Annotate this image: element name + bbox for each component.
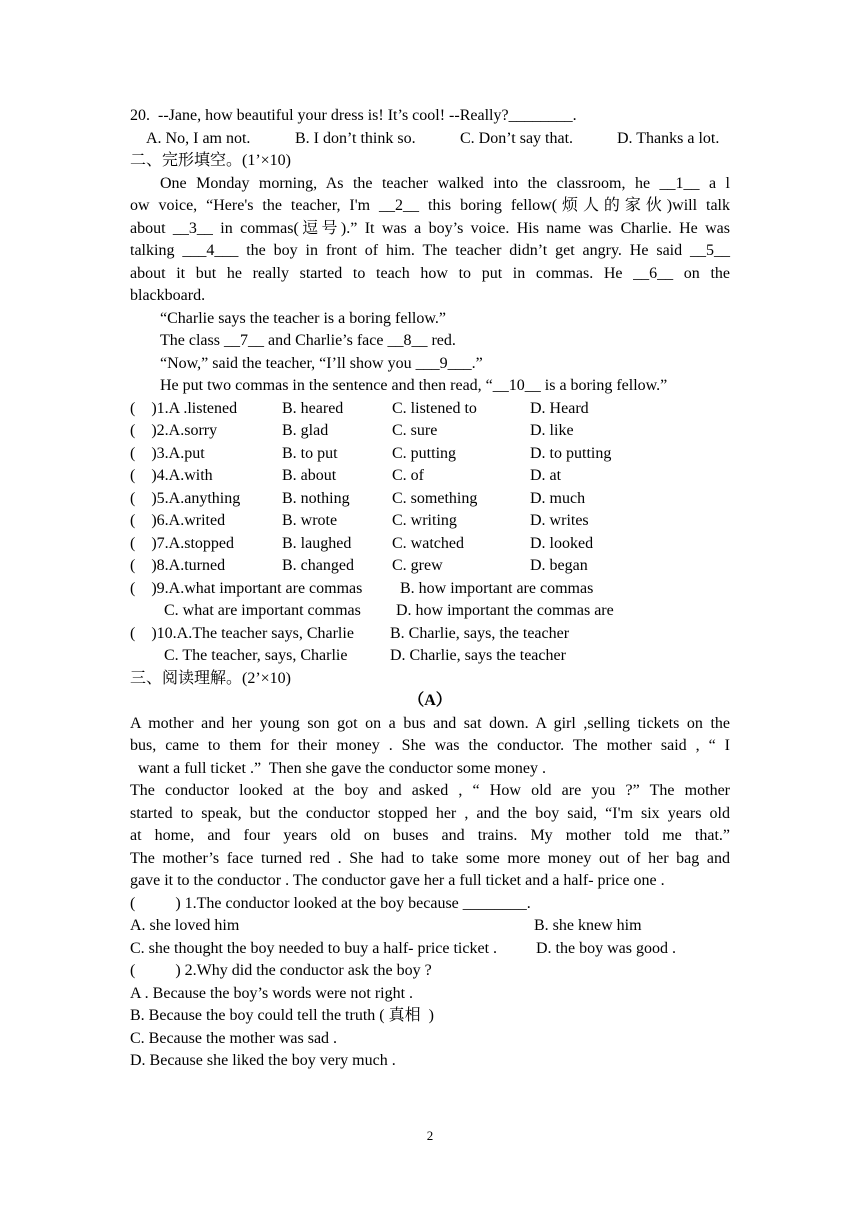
option-c: C. sure: [392, 422, 438, 439]
cloze-question-row: [130, 488, 730, 511]
option-b: B. heared: [282, 399, 344, 417]
option-a: ( )10.A.The teacher says, Charlie: [130, 624, 354, 642]
question-20-stem: 20. --Jane, how beautiful your dress is! It’s cool! --Really?________.: [130, 107, 577, 124]
option-d: D. how important the commas are: [396, 602, 614, 619]
option-c: C. writing: [392, 512, 457, 529]
cloze-question-row: [130, 420, 730, 443]
option-b: B. I don’t think so.: [295, 129, 416, 147]
reading-passage-line: bus, came to them for their money . She was the conductor. The mother said , “ I: [130, 737, 730, 754]
option-d: D. Because she liked the boy very much .: [130, 1052, 396, 1069]
option-c: C. putting: [392, 444, 457, 462]
option-c: C. of: [392, 467, 424, 484]
cloze-question-row: [130, 510, 730, 533]
question-20-options: [130, 128, 730, 151]
option-c: C. watched: [392, 534, 464, 552]
option-b: B. nothing: [282, 489, 350, 507]
option-b: B. how important are commas: [400, 579, 594, 597]
question-number-and-option-a: ( )4.A.with: [130, 467, 213, 484]
reading-section-label: （A）: [408, 692, 452, 709]
option-b: B. about: [282, 467, 337, 484]
reading-passage-line: gave it to the conductor . The conductor gave her a full ticket and a half- price one .: [130, 872, 665, 889]
reading-passage-line: The mother’s face turned red . She had to take some more money out of her bag and: [130, 849, 730, 867]
option-c: C. Because the mother was sad .: [130, 1029, 338, 1047]
option-c: C. grew: [392, 557, 443, 574]
reading-passage-line: at home, and four years old on buses and trains. My mother told me that.”: [130, 827, 730, 844]
cloze-passage-line: ow voice, “Here's the teacher, I'm __2__ this boring fellow(烦人的家伙)will talk: [130, 197, 730, 214]
option-d: D. at: [530, 467, 562, 484]
question-number-and-option-a: ( )7.A.stopped: [130, 534, 234, 552]
cloze-passage-line: about it but he really started to teach how to put in commas. He __6__ on the: [130, 264, 730, 282]
cloze-question-9-cont: [130, 600, 730, 623]
option-d: D. writes: [530, 512, 589, 529]
cloze-question-9: [130, 578, 730, 601]
question-number-and-option-a: ( )5.A.anything: [130, 489, 241, 507]
option-b: B. Because the boy could tell the truth ( 真相 ): [130, 1007, 434, 1024]
option-d: D. to putting: [530, 444, 612, 462]
cloze-question-row: [130, 533, 730, 556]
cloze-question-row: [130, 398, 730, 421]
option-c: C. she thought the boy needed to buy a half- price ticket .: [130, 939, 498, 957]
option-c: C. Don’t say that.: [460, 129, 574, 147]
question-number-and-option-a: ( )2.A.sorry: [130, 422, 218, 439]
option-d: D. Heard: [530, 399, 589, 417]
question-number-and-option-a: ( )8.A.turned: [130, 557, 226, 574]
option-b: B. she knew him: [534, 917, 642, 934]
option-b: B. Charlie, says, the teacher: [390, 624, 570, 642]
option-b: B. glad: [282, 422, 329, 439]
reading-passage-line: The conductor looked at the boy and asked , “ How old are you ?” The mother: [130, 782, 730, 799]
option-a: A. she loved him: [130, 917, 240, 934]
reading-passage-line: A mother and her young son got on a bus and sat down. A girl ,selling tickets on the: [130, 714, 730, 732]
page-number: 2: [426, 1128, 434, 1143]
option-d: D. Thanks a lot.: [617, 129, 720, 147]
question-number-and-option-a: ( )6.A.writed: [130, 512, 226, 529]
option-a: ( )9.A.what important are commas: [130, 579, 363, 597]
cloze-passage-line: “Charlie says the teacher is a boring fellow.”: [160, 309, 446, 327]
reading-question-2-stem: ( ) 2.Why did the conductor ask the boy ?: [130, 962, 432, 979]
cloze-passage-line: “Now,” said the teacher, “I’ll show you ___9___.”: [160, 354, 483, 372]
reading-passage-line: started to speak, but the conductor stopped her , and the boy said, “I'm six years old: [130, 804, 730, 822]
option-d: D. much: [530, 489, 586, 507]
option-c: C. what are important commas: [164, 602, 361, 619]
reading-question-1-stem: ( ) 1.The conductor looked at the boy because ________.: [130, 894, 531, 912]
cloze-question-10-cont: [130, 645, 730, 668]
option-b: B. to put: [282, 444, 338, 462]
question-number-and-option-a: ( )3.A.put: [130, 444, 205, 462]
reading-heading: 三、阅读理解。(2’×10): [130, 669, 292, 687]
reading-passage-line: want a full ticket .” Then she gave the conductor some money .: [130, 759, 547, 777]
option-a: A . Because the boy’s words were not right .: [130, 984, 414, 1002]
cloze-question-row: [130, 555, 730, 578]
option-b: B. laughed: [282, 534, 352, 552]
cloze-question-list: [130, 398, 730, 578]
option-d: D. began: [530, 557, 588, 574]
option-d: D. looked: [530, 534, 594, 552]
cloze-question-row: [130, 443, 730, 466]
option-c: C. something: [392, 489, 478, 507]
option-d: D. the boy was good .: [536, 939, 676, 957]
cloze-passage-line: blackboard.: [130, 287, 206, 304]
option-a: A. No, I am not.: [146, 129, 251, 147]
cloze-question-row: [130, 465, 730, 488]
cloze-passage-line: talking ___4___ the boy in front of him. The teacher didn’t get angry. He said __5__: [130, 242, 730, 259]
cloze-passage-line: The class __7__ and Charlie’s face __8__ red.: [160, 332, 456, 349]
option-d: D. like: [530, 422, 574, 439]
option-d: D. Charlie, says the teacher: [390, 647, 566, 664]
cloze-passage-line: about __3__ in commas(逗号).” It was a boy’s voice. His name was Charlie. He was: [130, 219, 730, 237]
question-number-and-option-a: ( )1.A .listened: [130, 399, 238, 417]
cloze-passage-line: He put two commas in the sentence and then read, “__10__ is a boring fellow.”: [160, 377, 668, 394]
reading-question-1-options: [130, 915, 730, 938]
option-c: C. The teacher, says, Charlie: [164, 647, 348, 664]
reading-question-1-options: [130, 938, 730, 961]
cloze-question-10: [130, 623, 730, 646]
cloze-passage-line: One Monday morning, As the teacher walked into the classroom, he __1__ a l: [160, 174, 730, 192]
document-page: [130, 105, 730, 1073]
option-b: B. wrote: [282, 512, 338, 529]
cloze-heading: 二、完形填空。(1’×10): [130, 152, 292, 169]
option-b: B. changed: [282, 557, 354, 574]
option-c: C. listened to: [392, 399, 477, 417]
